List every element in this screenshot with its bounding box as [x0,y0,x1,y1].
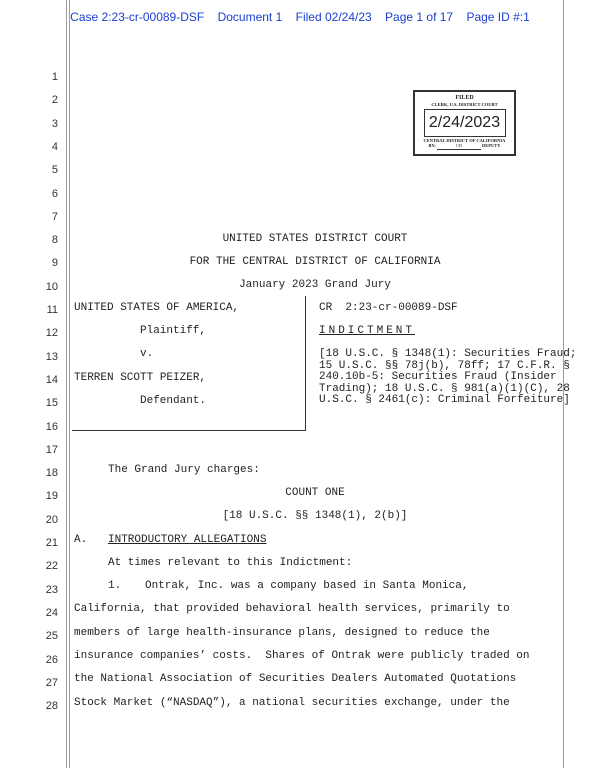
line-number: 9 [51,257,58,270]
line-number: 22 [45,560,58,573]
section-title: INTRODUCTORY ALLEGATIONS [108,534,267,546]
intro-line: At times relevant to this Indictment: [108,557,353,569]
line-number: 28 [45,700,58,713]
line-number: 15 [45,397,58,410]
body-line-28: Stock Market (“NASDAQ”), a national securities exchange, under the [74,697,510,709]
filed-stamp [413,90,516,156]
page-id: Page ID #:1 [466,10,530,24]
page-count: Page 1 of 17 [385,10,454,24]
line-number: 25 [45,630,58,643]
line-number: 16 [45,420,58,433]
line-number: 20 [45,513,58,526]
stamp-clerk: CLERK, U.S. DISTRICT COURT [431,102,498,107]
plaintiff-name: UNITED STATES OF AMERICA, [74,302,240,314]
line-number: 21 [45,537,58,549]
line-number: 7 [51,210,58,223]
case-number: Case 2:23-cr-00089-DSF [70,10,205,24]
stamp-by: BY: [428,143,436,148]
body-line-26: insurance companies’ costs. Shares of Ontrak were publicly traded on [74,650,530,662]
line-number: 19 [45,490,58,503]
section-letter: A. [74,534,88,546]
stamp-filed: FILED [455,95,474,101]
line-number: 17 [45,443,58,456]
line-number: 8 [51,234,58,247]
count-statute: [18 U.S.C. §§ 1348(1), 2(b)] [222,510,408,522]
line-number: 11 [46,304,58,316]
stamp-deputy: DEPUTY [482,143,501,148]
stamp-by-line [415,143,514,150]
grand-jury-charges: The Grand Jury charges: [108,464,260,476]
line-number: 6 [51,187,58,200]
statute-list: [18 U.S.C. § 1348(1): Securities Fraud; 15 U.S.C. §§ 78j(b), 78ff; 17 C.F.R. § 240.10b-5: Securities Fraud (Insider Trading); 18 U.S.C. § 981(a)(1)(C), 28 U.S.C. § 2461(c): Criminal Forfeiture] [319,348,577,406]
court-name: UNITED STATES DISTRICT COURT [222,233,408,245]
document-number: Document 1 [217,10,283,24]
body-line-25: members of large health-insurance plans, designed to reduce the [74,627,490,639]
line-number: 27 [45,676,58,689]
body-line-27: the National Association of Securities Dealers Automated Quotations [74,673,517,685]
stamp-district: CENTRAL DISTRICT OF CALIFORNIA [423,138,506,143]
court-district: FOR THE CENTRAL DISTRICT OF CALIFORNIA [189,256,441,268]
caption-box [72,296,306,431]
stamp-initials: CD [437,143,481,150]
paragraph-number: 1. [108,580,122,592]
body-line-23: Ontrak, Inc. was a company based in Santa Monica, [145,580,469,592]
filed-date: Filed 02/24/23 [295,10,372,24]
versus: v. [140,348,154,360]
plaintiff-label: Plaintiff, [140,325,207,337]
line-number: 5 [51,164,58,177]
line-number: 2 [51,94,58,107]
line-number: 14 [45,373,58,386]
case-number-caption: CR 2:23-cr-00089-DSF [319,302,458,314]
line-number: 13 [45,350,58,363]
stamp-date: 2/24/2023 [424,109,506,137]
body-line-24: California, that provided behavioral health services, primarily to [74,603,510,615]
count-title: COUNT ONE [285,487,345,499]
left-margin-rule [66,0,67,768]
ecf-header [0,10,600,24]
defendant-label: Defendant. [140,395,207,407]
line-number: 4 [51,140,58,153]
line-number: 10 [45,280,58,293]
line-number: 26 [45,653,58,666]
line-number: 3 [51,117,58,130]
line-number: 18 [45,467,58,480]
line-number: 24 [45,606,58,619]
line-number: 23 [45,583,58,596]
document-type: INDICTMENT [319,325,416,337]
line-number: 1 [51,71,58,83]
line-number: 12 [45,327,58,340]
grand-jury: January 2023 Grand Jury [239,279,391,291]
defendant-name: TERREN SCOTT PEIZER, [74,372,207,384]
left-margin-rule-inner [69,0,70,768]
